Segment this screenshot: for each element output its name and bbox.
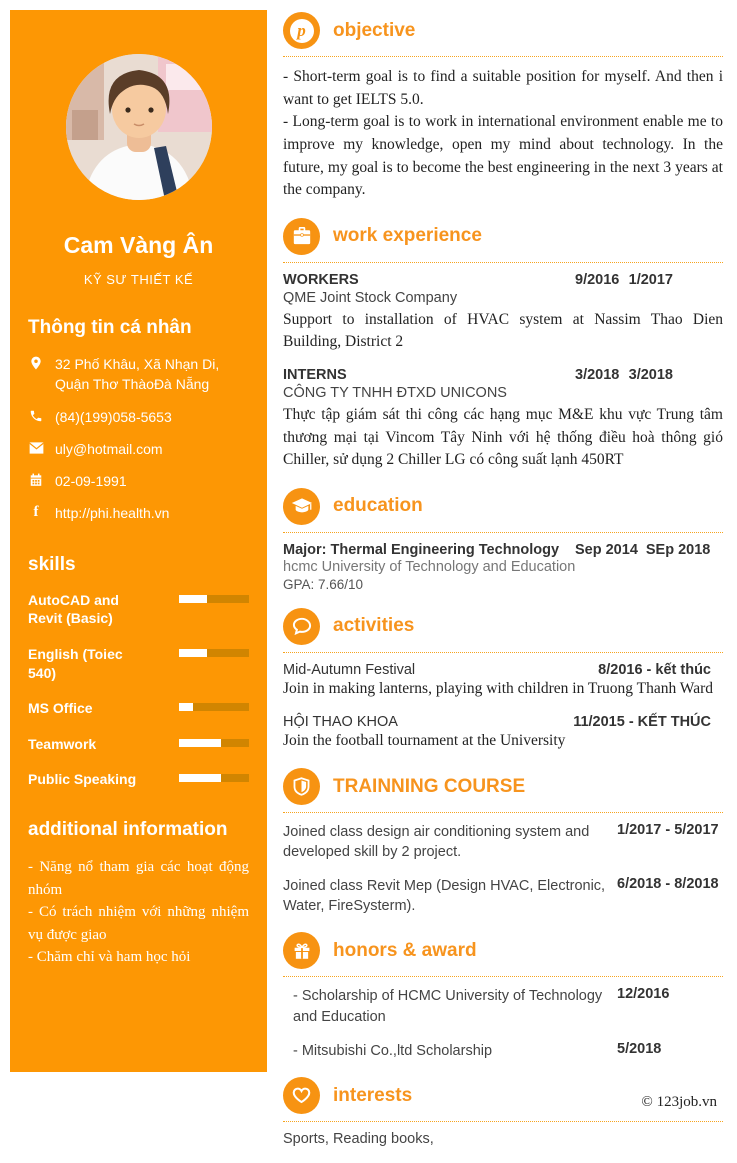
work-end-date: 3/2018 <box>628 367 673 383</box>
education-end-date: SEp 2018 <box>645 541 711 558</box>
training-entry <box>283 876 723 917</box>
work-role: INTERNS <box>283 367 347 383</box>
work-entry <box>283 272 723 354</box>
section-title: activities <box>333 615 415 637</box>
candidate-job-title: KỸ SƯ THIẾT KẾ <box>83 272 194 287</box>
contact-address <box>28 354 249 395</box>
section-title: interests <box>333 1084 413 1106</box>
skill-item <box>28 735 249 754</box>
activity-name: Mid-Autumn Festival <box>283 661 416 678</box>
section-title: honors & award <box>333 939 477 961</box>
phone-icon <box>28 408 44 424</box>
candidate-name: Cam Vàng Ân <box>63 232 214 258</box>
section-education <box>283 488 723 592</box>
section-divider <box>283 1121 723 1122</box>
calendar-icon <box>28 472 44 488</box>
section-title: TRAINNING COURSE <box>333 775 526 797</box>
contact-website-text: http://phi.health.vn <box>55 505 170 522</box>
additional-info-heading: additional information <box>28 819 228 841</box>
section-divider <box>283 532 723 533</box>
graduation-cap-icon <box>283 488 320 525</box>
activity-date: 11/2015 - KẾT THÚC <box>573 713 711 730</box>
section-title: objective <box>333 19 416 41</box>
work-entry <box>283 367 723 472</box>
activity-entry <box>283 662 723 701</box>
education-gpa: GPA: 7.66/10 <box>283 576 364 592</box>
contact-birthday <box>28 471 249 491</box>
work-description: Thực tập giám sát thi công các hạng mục M&E khu vực Trung tâm thương mại tại Vincom Tây Ninh với hệ thống điều hoà thông gió Chiller, sử dụng 2 Chiller LG có công suất lạnh 450RT <box>283 406 723 469</box>
work-dates <box>575 367 723 383</box>
additional-info-line: - Năng nổ tham gia các hoạt động nhóm <box>28 859 249 898</box>
section-divider <box>283 56 723 57</box>
contact-phone-text: (84)(199)058-5653 <box>55 408 172 425</box>
activity-name: HỘI THAO KHOA <box>283 713 398 730</box>
education-major: Major: Thermal Engineering Technology <box>283 541 560 558</box>
cv-main-content <box>283 12 723 1163</box>
honor-date: 5/2018 <box>617 1040 662 1057</box>
honor-entry <box>283 1041 723 1061</box>
additional-info-line: - Có trách nhiệm với những nhiệm vụ được giao <box>28 904 249 943</box>
activity-description: Join in making lanterns, playing with children in Truong Thanh Ward <box>283 679 713 697</box>
honor-description: - Mitsubishi Co.,ltd Scholarship <box>293 1042 493 1059</box>
avatar <box>66 54 212 200</box>
section-work-experience <box>283 218 723 472</box>
skill-label: Public Speaking <box>28 771 137 788</box>
work-start-date: 3/2018 <box>575 367 620 383</box>
honor-description: - Scholarship of HCMC University of Technology and Education <box>293 988 603 1025</box>
training-date: 1/2017 - 5/2017 <box>617 822 719 839</box>
objective-paragraph: - Short-term goal is to find a suitable position for myself. And then i want to get IELTS 5.0. <box>283 68 723 108</box>
skill-bar <box>179 774 249 782</box>
education-school: hcmc University of Technology and Education <box>283 558 576 575</box>
objective-paragraph: - Long-term goal is to work in international environment enable me to improve my knowledge, open my mind about technology. In the future, my goal is to become the best engineering in the next 3 years at the company. <box>283 113 723 199</box>
section-activities <box>283 608 723 752</box>
shield-icon <box>283 768 320 805</box>
personal-info-heading: Thông tin cá nhân <box>28 317 192 338</box>
skill-item <box>28 591 249 628</box>
section-divider <box>283 812 723 813</box>
education-dates <box>575 542 723 558</box>
section-honors-award <box>283 932 723 1061</box>
gift-icon <box>283 932 320 969</box>
p-circle-icon: p <box>283 12 320 49</box>
section-divider <box>283 652 723 653</box>
footer-credit: © 123job.vn <box>641 1094 717 1110</box>
training-entry <box>283 822 723 863</box>
section-title: education <box>333 495 423 517</box>
work-role: WORKERS <box>283 271 359 288</box>
briefcase-icon <box>283 218 320 255</box>
work-dates <box>575 272 723 288</box>
skill-label: English (Toiec 540) <box>28 646 123 681</box>
sidebar <box>10 10 267 1072</box>
training-date: 6/2018 - 8/2018 <box>617 875 719 892</box>
skills-heading: skills <box>28 553 76 575</box>
work-company: QME Joint Stock Company <box>283 289 458 306</box>
activity-description: Join the football tournament at the University <box>283 731 566 749</box>
honor-date: 12/2016 <box>617 986 670 1003</box>
work-description: Support to installation of HVAC system at Nassim Thao Dien Building, District 2 <box>283 310 723 351</box>
email-icon <box>28 440 44 456</box>
section-training-course <box>283 768 723 916</box>
heart-icon <box>283 1077 320 1114</box>
work-end-date: 1/2017 <box>628 271 673 288</box>
contact-email-text: uly@hotmail.com <box>55 440 163 457</box>
training-description: Joined class design air conditioning system and developed skill by 2 project. <box>283 824 590 861</box>
skill-bar <box>179 649 249 657</box>
section-title: work experience <box>333 225 482 247</box>
skill-item <box>28 699 249 718</box>
honor-entry <box>283 986 723 1027</box>
skill-bar <box>179 703 249 711</box>
section-divider <box>283 976 723 977</box>
activity-date: 8/2016 - kết thúc <box>598 661 711 678</box>
section-interests <box>283 1077 723 1147</box>
contact-website <box>28 503 249 523</box>
speech-bubble-icon <box>283 608 320 645</box>
activity-entry <box>283 714 723 753</box>
contact-address-text: 32 Phố Khâu, Xã Nhạn Di, Quận Thơ ThàoĐà Nẵng <box>55 356 220 393</box>
work-company: CÔNG TY TNHH ĐTXD UNICONS <box>283 385 507 401</box>
work-start-date: 9/2016 <box>575 271 620 288</box>
interests-text: Sports, Reading books, <box>283 1131 434 1148</box>
contact-phone <box>28 407 249 427</box>
skill-bar <box>179 595 249 603</box>
skill-item <box>28 645 249 682</box>
skill-bar <box>179 739 249 747</box>
section-divider <box>283 262 723 263</box>
contact-birthday-text: 02-09-1991 <box>55 473 127 490</box>
contact-email <box>28 439 249 459</box>
skill-label: AutoCAD and Revit (Basic) <box>28 591 119 627</box>
skill-label: MS Office <box>28 700 93 717</box>
location-pin-icon <box>28 355 44 371</box>
profile-photo-illustration <box>66 54 212 200</box>
training-description: Joined class Revit Mep (Design HVAC, Electronic, Water, FireSysterm). <box>283 877 606 915</box>
skill-label: Teamwork <box>28 735 97 752</box>
section-objective <box>283 12 723 202</box>
education-start-date: Sep 2014 <box>575 541 638 558</box>
skill-item <box>28 770 249 789</box>
facebook-icon: f <box>33 503 39 520</box>
additional-info-line: - Chăm chỉ và ham học hỏi <box>28 949 191 966</box>
